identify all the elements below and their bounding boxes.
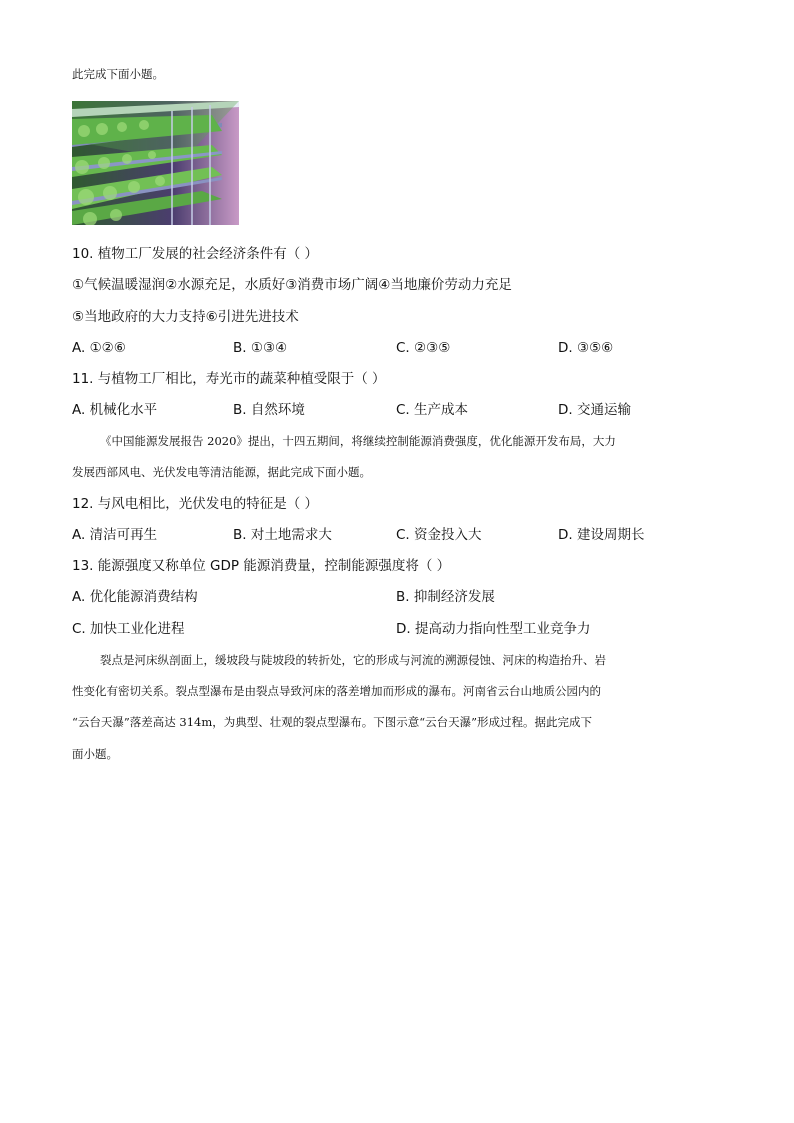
question-12-stem: 12. 与风电相比，光伏发电的特征是（ ） xyxy=(72,496,319,512)
question-10-option-a: A. ①②⑥ xyxy=(72,340,126,356)
question-11-option-b: B. 自然环境 xyxy=(233,402,305,418)
intro-tail-text: 此完成下面小题。 xyxy=(72,67,164,81)
question-11-option-c: C. 生产成本 xyxy=(396,402,469,418)
question-13-stem: 13. 能源强度又称单位 GDP 能源消费量，控制能源强度将（ ） xyxy=(72,558,451,574)
question-13-option-b: B. 抑制经济发展 xyxy=(396,589,495,605)
question-12-option-a: A. 清洁可再生 xyxy=(72,527,158,543)
question-10-statements-line1: ①气候温暖湿润②水源充足，水质好③消费市场广阔④当地廉价劳动力充足 xyxy=(72,277,512,293)
question-13-option-c: C. 加快工业化进程 xyxy=(72,621,185,637)
question-11-option-a: A. 机械化水平 xyxy=(72,402,158,418)
passage-waterfall-line1: 裂点是河床纵剖面上，缓坡段与陡坡段的转折处，它的形成与河流的溯源侵蚀、河床的构造抬升、岩 xyxy=(100,653,606,667)
passage-waterfall-line4: 面小题。 xyxy=(72,747,118,761)
question-10-option-c: C. ②③⑤ xyxy=(396,340,451,356)
question-13-option-a: A. 优化能源消费结构 xyxy=(72,589,198,605)
question-12-option-d: D. 建设周期长 xyxy=(558,527,645,543)
question-10-statements-line2: ⑤当地政府的大力支持⑥引进先进技术 xyxy=(72,309,299,325)
question-12-option-c: C. 资金投入大 xyxy=(396,527,482,543)
passage-energy-line2: 发展西部风电、光伏发电等清洁能源，据此完成下面小题。 xyxy=(72,465,371,479)
plant-factory-photo xyxy=(72,101,239,225)
question-13-option-d: D. 提高动力指向性型工业竞争力 xyxy=(396,621,591,637)
question-12-option-b: B. 对土地需求大 xyxy=(233,527,332,543)
question-10-stem: 10. 植物工厂发展的社会经济条件有（ ） xyxy=(72,246,319,262)
question-10-option-b: B. ①③④ xyxy=(233,340,288,356)
passage-energy-line1: 《中国能源发展报告 2020》提出，十四五期间，将继续控制能源消费强度，优化能源开发布局，大力 xyxy=(100,434,616,448)
question-10-option-d: D. ③⑤⑥ xyxy=(558,340,614,356)
passage-waterfall-line2: 性变化有密切关系。裂点型瀑布是由裂点导致河床的落差增加而形成的瀑布。河南省云台山地质公园内的 xyxy=(72,684,601,698)
passage-waterfall-line3: “云台天瀑”落差高达 314m，为典型、壮观的裂点型瀑布。下图示意“云台天瀑”形成过程。据此完成下 xyxy=(72,715,593,729)
question-11-stem: 11. 与植物工厂相比，寿光市的蔬菜种植受限于（ ） xyxy=(72,371,386,387)
question-11-option-d: D. 交通运输 xyxy=(558,402,631,418)
plant-factory-image xyxy=(72,101,239,225)
